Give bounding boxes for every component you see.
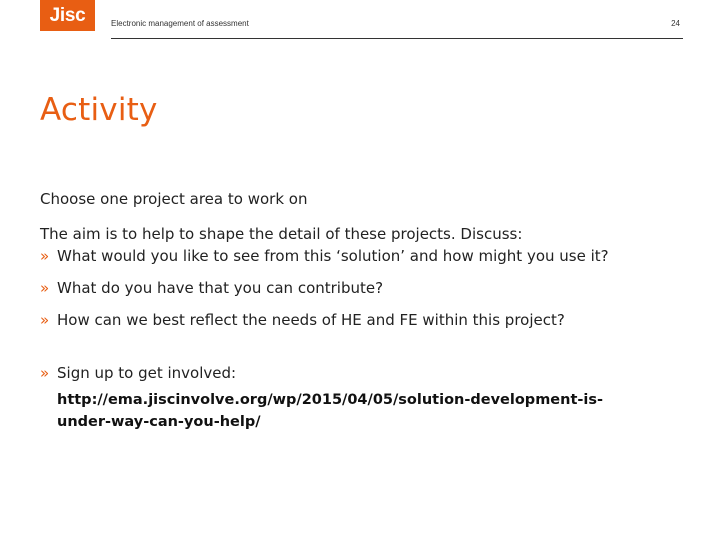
bullet-text: What do you have that you can contribute? [57,279,384,297]
bullet-item [40,309,660,331]
bullet-item [40,245,660,267]
bullet-marker-icon: » [40,279,50,297]
bullet-marker-icon: » [40,247,50,265]
header-title: Electronic management of assessment [111,19,249,28]
bullet-text: What would you like to see from this ‘solution’ and how might you use it? [57,247,609,265]
signup-item [40,362,660,384]
signup-text: Sign up to get involved: [57,364,237,382]
slide-body [40,188,660,433]
slide-title: Activity [40,92,158,128]
page-number: 24 [671,19,680,28]
jisc-logo: Jisc [40,0,95,31]
intro-text: Choose one project area to work on [40,190,308,208]
bullet-text: How can we best reflect the needs of HE and FE within this project? [57,311,565,329]
signup-link[interactable]: http://ema.jiscinvolve.org/wp/2015/04/05/solution-development-is-under-way-can-you-help/ [57,392,604,430]
aim-text: The aim is to help to shape the detail of these projects. Discuss: [40,225,523,243]
bullet-marker-icon: » [40,311,50,329]
header-divider [111,38,683,39]
bullet-marker-icon: » [40,364,50,382]
bullet-item [40,277,660,299]
